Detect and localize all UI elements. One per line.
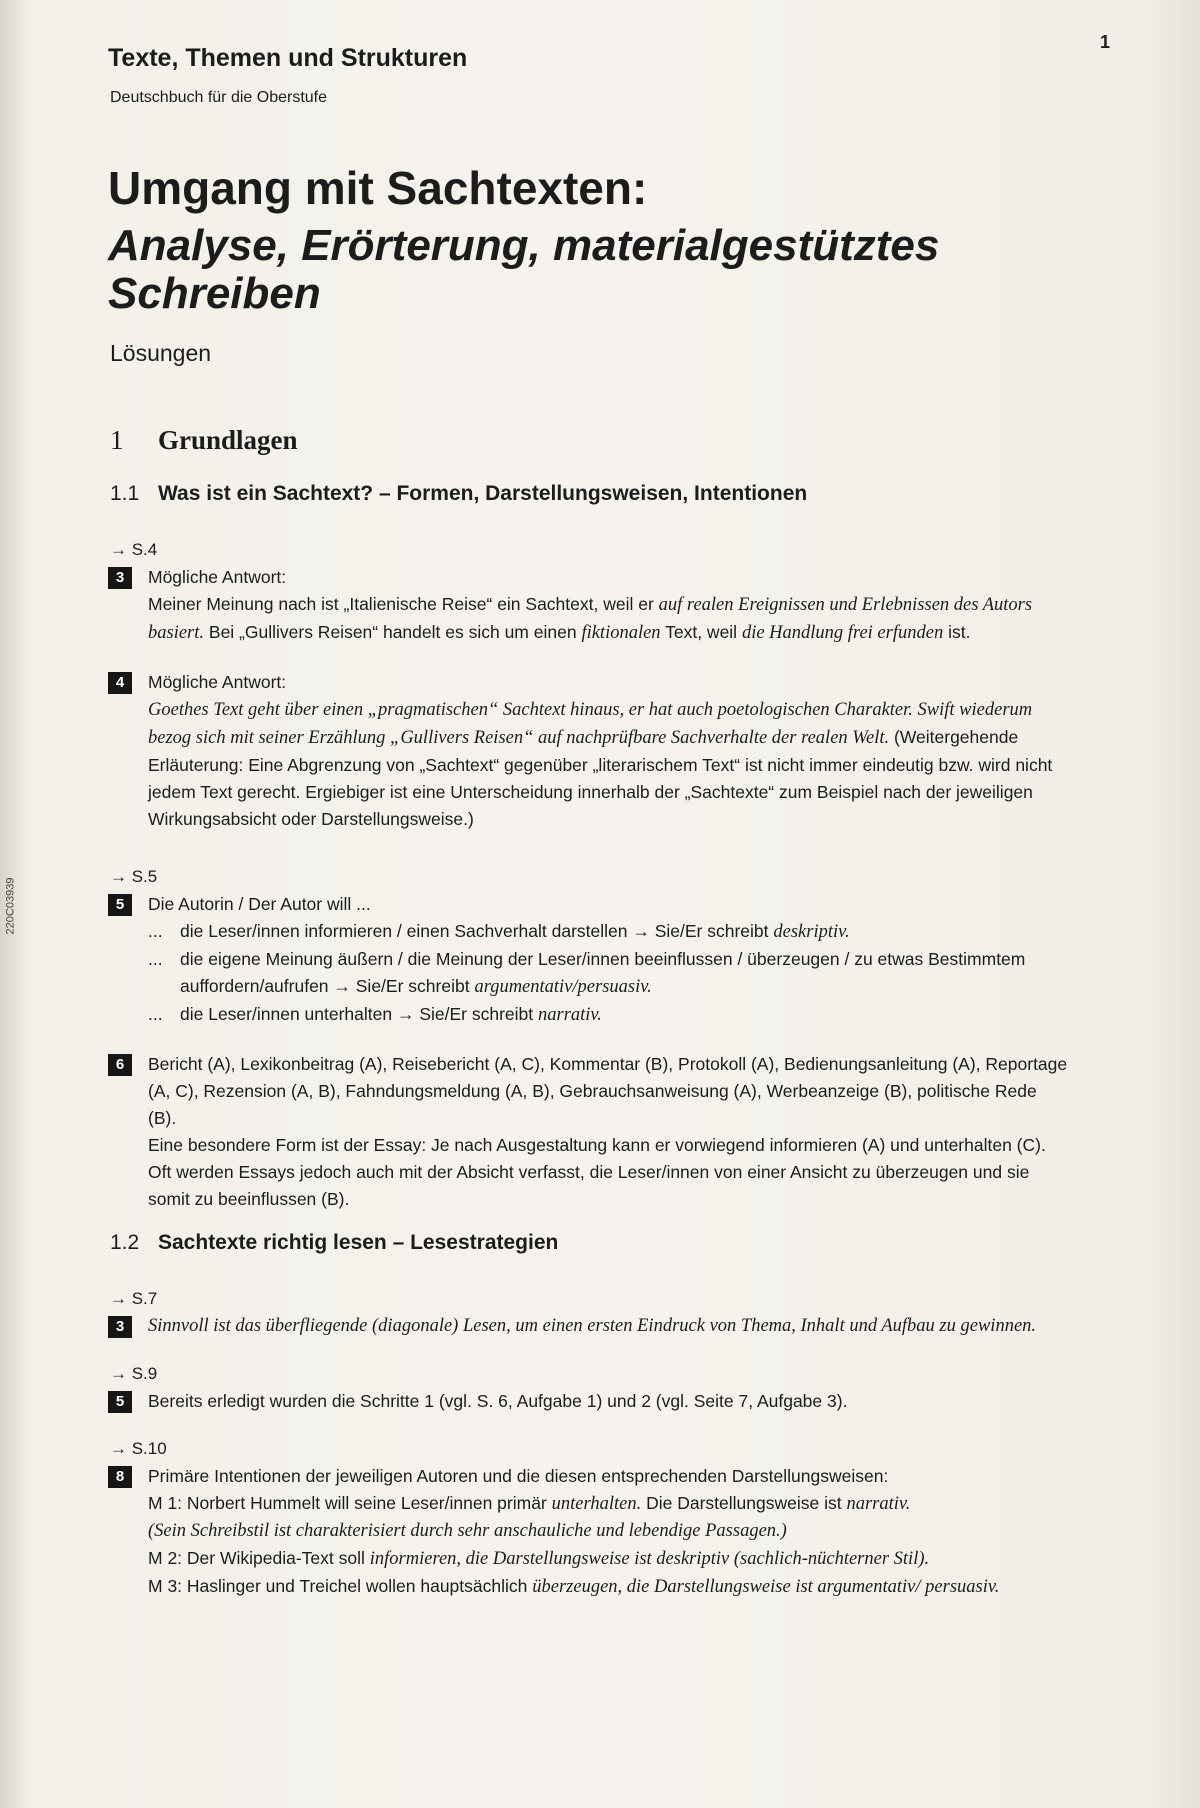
section-number: 1.2	[110, 1231, 140, 1255]
page-reference: → S.7	[110, 1289, 158, 1309]
page-reference: → S.4	[110, 540, 158, 560]
task-answer: Goethes Text geht über einen „pragmatischen“ Sachtext hinaus, er hat auch poetologischen Charakter. Swift wiederum bezog sich mit seiner Erzählung „Gullivers Reisen“ auf nachprüfbare Sachverhalte der realen Welt. (Weitergehende Erläuterung: Eine Abgrenzung von „Sachtext“ gegenüber „literarischem Text“ ist nicht immer eindeutig bzw. wird nicht jedem Text gerecht. Ergiebiger ist eine Unterscheidung innerhalb der „Sachtexte“ zum Beispiel nach der jeweiligen Wirkungsabsicht oder Darstellungsweise.)	[148, 700, 1053, 830]
page-title: Umgang mit Sachtexten:	[108, 162, 648, 214]
task-number-badge: 5	[108, 894, 132, 916]
list-item: ... die Leser/innen informieren / einen Sachverhalt darstellen → Sie/Er schreibt deskriptiv.	[148, 921, 850, 943]
task-number-badge: 6	[108, 1054, 132, 1076]
task-answer: M 1: Norbert Hummelt will seine Leser/innen primär unterhalten. Die Darstellungsweise ist narrativ.	[148, 1493, 911, 1515]
task-number-badge: 8	[108, 1466, 132, 1488]
section-heading-1-2	[110, 1231, 1068, 1255]
task-answer: Bericht (A), Lexikonbeitrag (A), Reisebericht (A, C), Kommentar (B), Protokoll (A), Bedienungsanleitung (A), Reportage (A, C), Rezension (A, B), Fahndungsmeldung (A, B), Gebrauchsanweisung (A), Werbeanzeige (B), politische Rede (B).	[148, 1054, 1068, 1129]
section-title: Sachtexte richtig lesen – Lesestrategien	[158, 1231, 559, 1255]
chapter-title: Grundlagen	[158, 425, 298, 456]
list-item: ... die eigene Meinung äußern / die Meinung der Leser/innen beeinflussen / überzeugen / zu etwas Bestimmtem auffordern/aufrufen → Sie/Er schreibt argumentativ/persuasiv.	[148, 949, 1026, 998]
page-reference: → S.10	[110, 1439, 167, 1459]
task-answer: (Sein Schreibstil ist charakterisiert durch sehr anschauliche und lebendige Passagen.)	[148, 1521, 787, 1542]
task-number-badge: 3	[108, 1316, 132, 1338]
page-content	[108, 44, 1068, 1601]
solutions-label: Lösungen	[110, 340, 212, 367]
task-number-badge: 3	[108, 567, 132, 589]
task-item	[108, 1313, 1068, 1340]
task-answer: M 2: Der Wikipedia-Text soll informieren, die Darstellungsweise ist deskriptiv (sachlich-nüchterner Stil).	[148, 1548, 930, 1570]
chapter-number: 1	[110, 425, 124, 456]
task-answer: Sinnvoll ist das überfliegende (diagonale) Lesen, um einen ersten Eindruck von Thema, Inhalt und Aufbau zu gewinnen.	[148, 1316, 1037, 1337]
task-item	[108, 669, 1068, 833]
page-number: 1	[1100, 32, 1111, 52]
task-lead: Die Autorin / Der Autor will ...	[148, 894, 371, 915]
book-series: Texte, Themen und Strukturen	[108, 44, 468, 72]
task-number-badge: 5	[108, 1391, 132, 1413]
task-answer: Eine besondere Form ist der Essay: Je nach Ausgestaltung kann er vorwiegend informieren (A) und unterhalten (C). Oft werden Essays jedoch auch mit der Absicht verfasst, die Leser/innen von einer Ansicht zu überzeugen und sie somit zu beeinflussen (B).	[148, 1135, 1046, 1210]
page-subtitle: Analyse, Erörterung, materialgestütztes Schreiben	[108, 220, 940, 318]
task-answer: Bereits erledigt wurden die Schritte 1 (vgl. S. 6, Aufgabe 1) und 2 (vgl. Seite 7, Aufgabe 3).	[148, 1391, 848, 1412]
task-lead: Mögliche Antwort:	[148, 672, 287, 693]
task-number-badge: 4	[108, 672, 132, 694]
task-item	[108, 1051, 1068, 1213]
list-item: ... die Leser/innen unterhalten → Sie/Er schreibt narrativ.	[148, 1004, 602, 1026]
task-lead: Mögliche Antwort:	[148, 567, 287, 588]
chapter-heading	[110, 425, 1068, 456]
section-number: 1.1	[110, 482, 140, 506]
task-item	[108, 891, 1068, 1029]
book-subseries: Deutschbuch für die Oberstufe	[110, 89, 328, 106]
page-reference: → S.9	[110, 1364, 158, 1384]
task-item	[108, 1463, 1068, 1601]
side-code: 220C03939	[4, 877, 17, 935]
task-item	[108, 564, 1068, 647]
section-title: Was ist ein Sachtext? – Formen, Darstellungsweisen, Intentionen	[158, 482, 808, 506]
page-reference: → S.5	[110, 867, 158, 887]
task-answer: Meiner Meinung nach ist „Italienische Reise“ ein Sachtext, weil er auf realen Ereignissen und Erlebnissen des Autors basiert. Bei „Gullivers Reisen“ handelt es sich um einen fiktionalen Text, weil die Handlung frei erfunden ist.	[148, 594, 1033, 644]
section-heading-1-1	[110, 482, 1068, 506]
task-answer: M 3: Haslinger und Treichel wollen hauptsächlich überzeugen, die Darstellungsweise ist argumentativ/ persuasiv.	[148, 1576, 1000, 1598]
task-lead: Primäre Intentionen der jeweiligen Autoren und die diesen entsprechenden Darstellungsweisen:	[148, 1466, 889, 1487]
task-item	[108, 1388, 1068, 1415]
